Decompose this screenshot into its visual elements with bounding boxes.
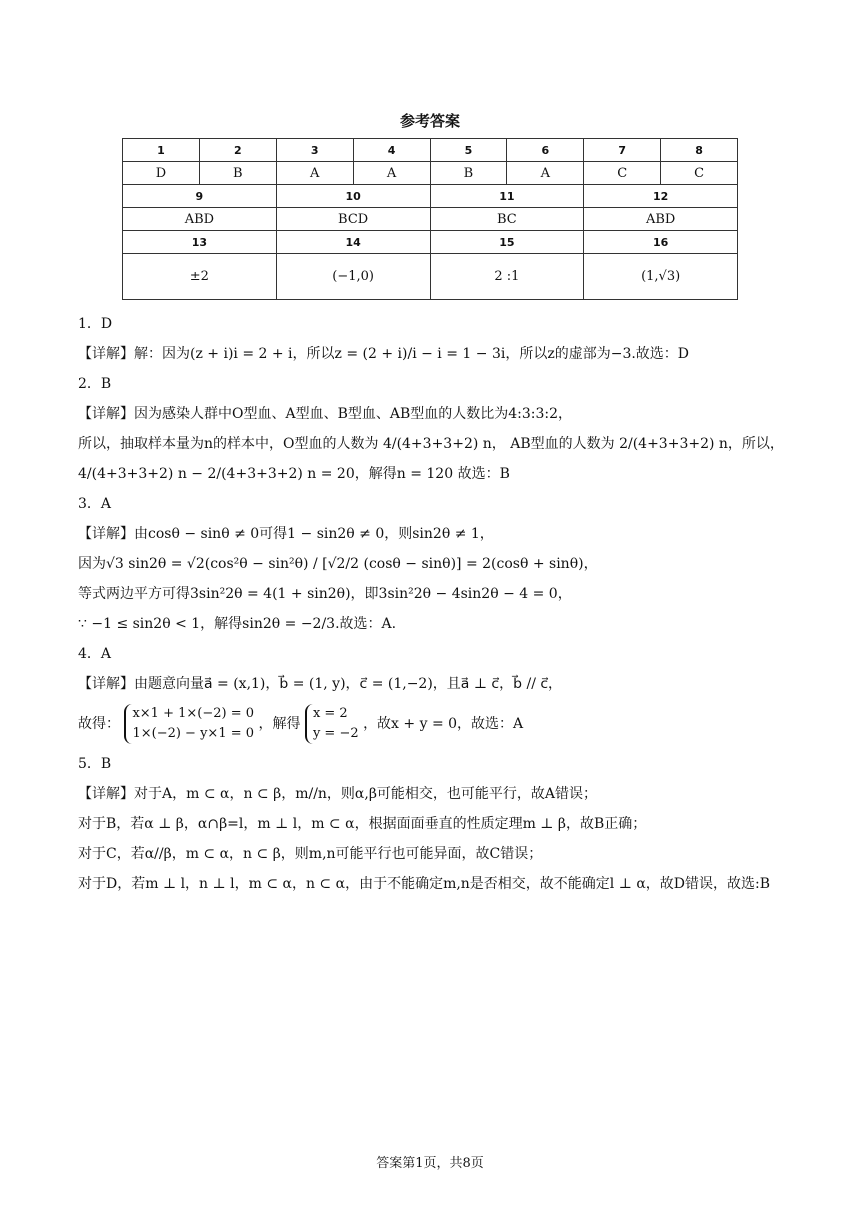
equation: 1×(−2) − y×1 = 0 [132, 726, 255, 741]
solution-text: 【详解】对于A，m ⊂ α，n ⊂ β，m//n，则α,β可能相交，也可能平行，故A错误； [78, 786, 598, 802]
table-cell: (1,√3) [584, 254, 738, 300]
table-row [123, 139, 738, 162]
table-cell: A [353, 162, 430, 185]
table-cell: A [276, 162, 353, 185]
answer-table [122, 138, 738, 300]
solution-text: ，解得 [258, 716, 301, 732]
table-cell: D [123, 162, 200, 185]
table-cell: 12 [584, 185, 738, 208]
solution-text: ∵ −1 ≤ sin2θ < 1，解得sin2θ = −2/3.故选：A. [78, 616, 397, 632]
solution-text: 【详解】由题意向量a⃗ = (x,1)，b⃗ = (1, y)，c⃗ = (1,−2)，且a⃗ ⊥ c⃗，b⃗ // c⃗， [78, 676, 563, 692]
solution-text: 等式两边平方可得3sin²2θ = 4(1 + sin2θ)，即3sin²2θ − 4sin2θ − 4 = 0， [78, 586, 572, 602]
equation: x = 2 [312, 706, 348, 721]
table-cell: 2 [199, 139, 276, 162]
table-cell: ABD [584, 208, 738, 231]
page-title: 参考答案 [399, 112, 460, 130]
table-cell: 1 [123, 139, 200, 162]
table-cell: 8 [661, 139, 738, 162]
question-number: 3．A [78, 496, 112, 512]
solution-text: 因为√3 sin2θ = √2(cos²θ − sin²θ) / [√2/2 (cosθ − sinθ)] = 2(cosθ + sinθ)， [78, 556, 598, 572]
table-cell: (−1,0) [276, 254, 430, 300]
table-cell: A [507, 162, 584, 185]
solution-text: 故得： [78, 716, 120, 732]
table-cell: ±2 [123, 254, 277, 300]
table-cell: 13 [123, 231, 277, 254]
solutions [78, 306, 784, 904]
question-number: 2．B [78, 376, 112, 392]
table-cell: 16 [584, 231, 738, 254]
solution-equation-line [78, 704, 784, 744]
question-number: 4．A [78, 646, 112, 662]
solution-text: 4/(4+3+3+2) n − 2/(4+3+3+2) n = 20，解得n = 120 故选：B [78, 466, 510, 482]
table-cell: 7 [584, 139, 661, 162]
table-row [123, 162, 738, 185]
table-cell: 5 [430, 139, 507, 162]
solution-text: 所以，抽取样本量为n的样本中，O型血的人数为 4/(4+3+3+2) n， AB型血的人数为 2/(4+3+3+2) n，所以， [78, 436, 784, 452]
table-cell: BCD [276, 208, 430, 231]
solution-text: 【详解】由cosθ − sinθ ≠ 0可得1 − sin2θ ≠ 0，则sin2θ ≠ 1， [78, 526, 494, 542]
table-row [123, 254, 738, 300]
table-row [123, 231, 738, 254]
table-cell: 11 [430, 185, 584, 208]
table-cell: 15 [430, 231, 584, 254]
table-cell: B [199, 162, 276, 185]
table-row [123, 185, 738, 208]
table-cell: 4 [353, 139, 430, 162]
table-cell: 10 [276, 185, 430, 208]
table-cell: C [661, 162, 738, 185]
table-cell: BC [430, 208, 584, 231]
table-row [123, 208, 738, 231]
table-cell: 3 [276, 139, 353, 162]
table-cell: 14 [276, 231, 430, 254]
page-footer: 答案第1页，共8页 [376, 1156, 484, 1171]
solution-text: 【详解】因为感染人群中O型血、A型血、B型血、AB型血的人数比为4:3:3:2， [78, 406, 573, 422]
equation-system [124, 704, 254, 744]
table-cell: 2 :1 [430, 254, 584, 300]
solution-text: 【详解】解：因为(z + i)i = 2 + i，所以z = (2 + i)/i − i = 1 − 3i，所以z的虚部为−3.故选：D [78, 346, 690, 362]
table-cell: C [584, 162, 661, 185]
question-number: 1．D [78, 316, 113, 332]
equation: x×1 + 1×(−2) = 0 [132, 706, 255, 721]
table-cell: ABD [123, 208, 277, 231]
solution-text: 对于D，若m ⊥ l，n ⊥ l，m ⊂ α，n ⊂ α，由于不能确定m,n是否相交，故不能确定l ⊥ α，故D错误，故选:B [78, 876, 771, 892]
solution-text: ，故x + y = 0，故选：A [363, 716, 524, 732]
solution-text: 对于B，若α ⊥ β，α∩β=l，m ⊥ l，m ⊂ α，根据面面垂直的性质定理m ⊥ β，故B正确； [78, 816, 647, 832]
table-cell: 6 [507, 139, 584, 162]
solution-text: 对于C，若α//β，m ⊂ α，n ⊂ β，则m,n可能平行也可能异面，故C错误； [78, 846, 543, 862]
equation: y = −2 [312, 726, 359, 741]
question-number: 5．B [78, 756, 112, 772]
table-cell: 9 [123, 185, 277, 208]
table-cell: B [430, 162, 507, 185]
equation-system [305, 704, 359, 744]
